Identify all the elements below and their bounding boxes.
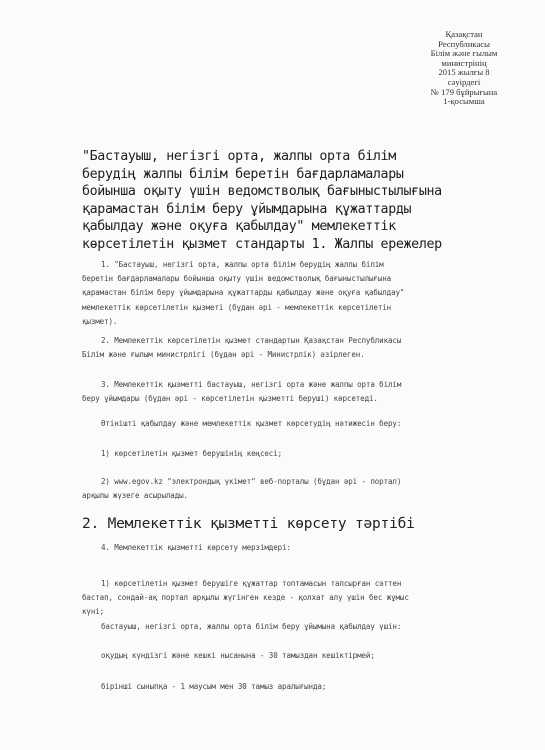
paragraph-line: 2) www.egov.kz "электрондық үкімет" веб-порталы (бұдан әрі - портал) — [101, 477, 402, 486]
paragraph-4 — [101, 417, 401, 431]
title-line: бойынша оқыту үшін ведомстволық бағыныстылығына — [82, 184, 442, 200]
annex-note-line: 1-қосымша — [443, 96, 485, 107]
paragraph-line: қарамастан білім беру ұйымдарына құжаттарды қабылдау және оқуға қабылдау" — [82, 288, 405, 298]
paragraph-line: 1) көрсетілетін қызмет берушіге құжаттар топтамасын тапсырған сәттен — [101, 579, 402, 588]
title-line: "Бастауыш, негізгі орта, жалпы орта білім — [82, 149, 396, 164]
paragraph-line: арқылы жүзеге асырылады. — [82, 491, 188, 501]
paragraph-line: қызмет). — [82, 316, 118, 326]
paragraph-11 — [101, 680, 326, 694]
paragraph-5 — [101, 447, 282, 461]
annex-note — [404, 30, 524, 107]
paragraph-line: бастап, сондай-ақ портал арқылы жүгінген кезде - қолхат алу үшін бес жұмыс — [82, 593, 409, 603]
paragraph-line: оқудың күндізгі және кешкі нысанына - 30 тамыздан кешіктірмей; — [101, 651, 375, 660]
paragraph-10 — [101, 649, 375, 663]
title-line: қарамастан білім беру ұйымдарына құжаттарды — [82, 201, 412, 217]
annex-note-line: сәуірдегі — [447, 76, 481, 87]
paragraph-7 — [101, 541, 291, 555]
paragraph-line: 1) көрсетілетін қызмет берушінің кеңсесі; — [101, 449, 283, 458]
paragraph-2 — [82, 334, 402, 362]
annex-note-line: Білім және ғылым — [430, 48, 498, 59]
paragraph-line: Өтінішті қабылдау және мемлекеттік қызмет көрсетудің нәтижесін беру: — [101, 419, 402, 428]
title-line: көрсетілетін қызмет стандарты 1. Жалпы ережелер — [82, 236, 442, 252]
title-line: берудің жалпы білім беретін бағдарламалары — [82, 166, 404, 182]
title-line: қабылдау және оқуға қабылдау" мемлекеттік — [82, 219, 396, 235]
paragraph-line: 4. Мемлекеттік қызметті көрсету мерзімдері: — [101, 543, 291, 552]
annex-note-line: Қазақстан — [445, 29, 483, 39]
paragraph-line: 1. "Бастауыш, негізгі орта, жалпы орта білім берудің жалпы білім — [101, 260, 384, 269]
paragraph-line: бірінші сыныпқа - 1 маусым мен 30 тамыз аралығында; — [101, 682, 327, 691]
paragraph-6 — [82, 475, 402, 503]
paragraph-3 — [82, 378, 402, 406]
annex-note-line: министрінің — [441, 57, 487, 68]
paragraph-line: беру ұйымдары (бұдан әрі - көрсетілетін қызметті беруші) көрсетеді. — [82, 394, 378, 404]
paragraph-line: Білім және ғылым министрлігі (бұдан әрі - Министрлік) әзірлеген. — [82, 350, 365, 360]
paragraph-line: мемлекеттік көрсетілетін қызметі (бұдан әрі - мемлекеттік көрсетілетін — [82, 302, 392, 312]
paragraph-line: 2. Мемлекеттік көрсетілетін қызмет стандартын Қазақстан Республикасы — [101, 336, 402, 345]
paragraph-1 — [82, 258, 404, 329]
paragraph-8 — [82, 577, 409, 620]
paragraph-line: беретін бағдарламалары бойынша оқыту үшін ведомстволық бағыныстылығына — [82, 274, 392, 284]
annex-note-line: № 179 бұйрығына — [430, 86, 498, 97]
document-title — [82, 148, 522, 254]
paragraph-line: 3. Мемлекеттік қызметті бастауыш, негізгі орта және жалпы орта білім — [101, 380, 402, 389]
annex-note-line: Республикасы — [438, 38, 490, 49]
paragraph-line: бастауыш, негізгі орта, жалпы орта білім беру ұйымына қабылдау үшін: — [101, 622, 402, 631]
paragraph-line: күні; — [82, 607, 105, 617]
annex-note-line: 2015 жылғы 8 — [438, 67, 490, 78]
section-heading: 2. Мемлекеттік қызметті көрсету тәртібі — [82, 516, 415, 532]
paragraph-9 — [101, 620, 401, 634]
